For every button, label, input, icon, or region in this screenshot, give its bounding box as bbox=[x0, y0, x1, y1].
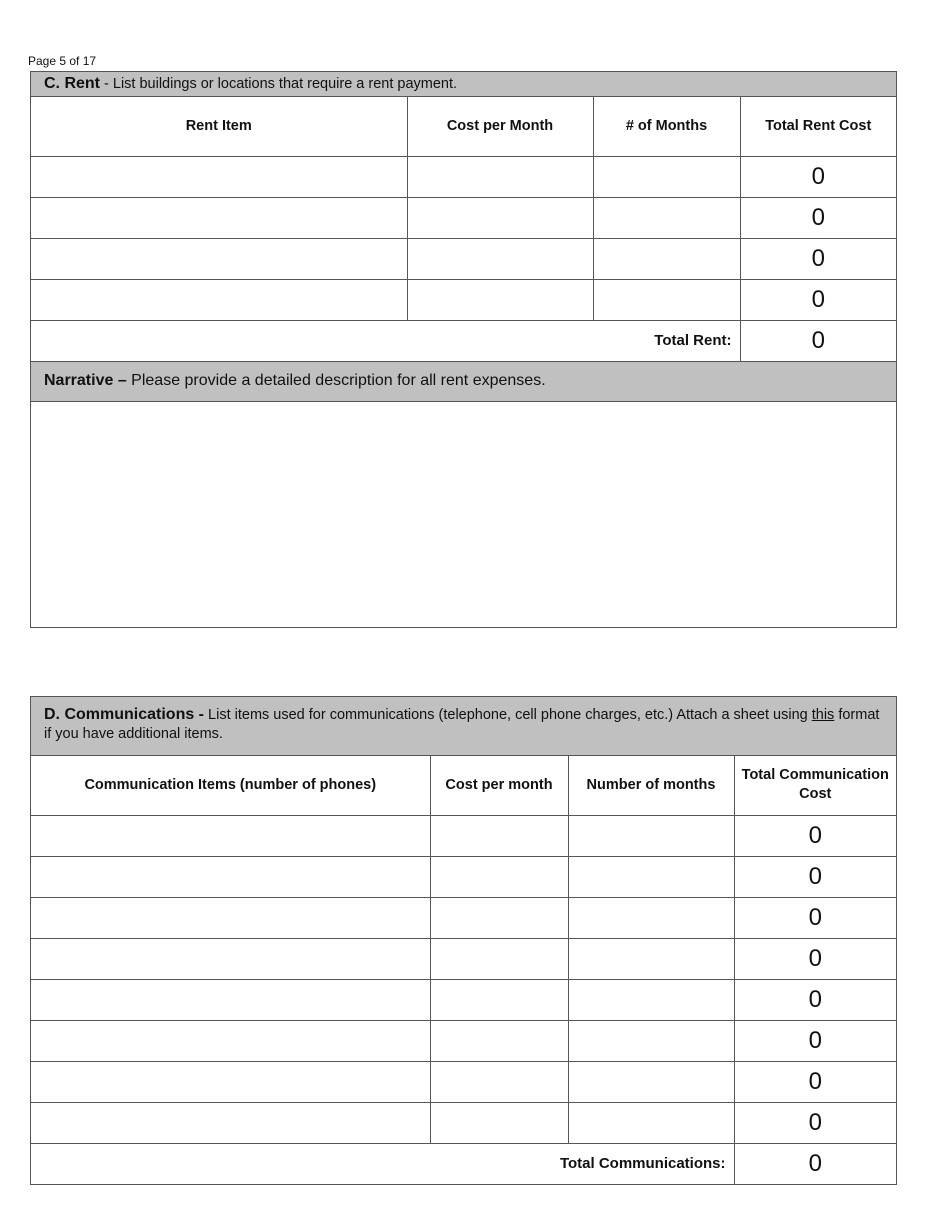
communications-this-link: this bbox=[811, 707, 835, 723]
rent-months-field[interactable] bbox=[593, 238, 740, 279]
comm-cost-field[interactable] bbox=[430, 897, 568, 938]
comm-item-field[interactable] bbox=[31, 938, 430, 979]
comm-months-field[interactable] bbox=[568, 856, 734, 897]
rent-col-cost: Cost per Month bbox=[407, 97, 593, 156]
rent-item-field[interactable] bbox=[31, 238, 407, 279]
comm-months-field[interactable] bbox=[568, 938, 734, 979]
narrative-title: Narrative – bbox=[44, 372, 127, 389]
comm-months-field[interactable] bbox=[568, 1020, 734, 1061]
rent-row bbox=[31, 279, 896, 320]
comm-months-field[interactable] bbox=[568, 979, 734, 1020]
rent-total-value: 0 bbox=[740, 279, 896, 320]
comm-row bbox=[31, 815, 896, 856]
rent-months-field[interactable] bbox=[593, 156, 740, 197]
rent-months-field[interactable] bbox=[593, 279, 740, 320]
rent-col-months: # of Months bbox=[593, 97, 740, 156]
comm-cost-field[interactable] bbox=[430, 1061, 568, 1102]
comm-col-total: Total Communication Cost bbox=[734, 756, 896, 815]
rent-section bbox=[30, 71, 897, 628]
rent-total-value: 0 bbox=[740, 197, 896, 238]
comm-cost-field[interactable] bbox=[430, 938, 568, 979]
comm-cost-field[interactable] bbox=[430, 1020, 568, 1061]
comm-months-field[interactable] bbox=[568, 1061, 734, 1102]
comm-total-row bbox=[31, 1143, 896, 1184]
communications-table bbox=[31, 756, 896, 1184]
rent-total-value: 0 bbox=[740, 238, 896, 279]
communications-header bbox=[31, 697, 896, 756]
comm-item-field[interactable] bbox=[31, 1061, 430, 1102]
rent-header bbox=[31, 72, 896, 97]
comm-months-field[interactable] bbox=[568, 815, 734, 856]
rent-col-item: Rent Item bbox=[31, 97, 407, 156]
comm-item-field[interactable] bbox=[31, 1020, 430, 1061]
rent-row bbox=[31, 238, 896, 279]
comm-total-label: Total Communications: bbox=[31, 1143, 734, 1184]
comm-cost-field[interactable] bbox=[430, 856, 568, 897]
comm-total-value: 0 bbox=[734, 979, 896, 1020]
comm-total-value: 0 bbox=[734, 938, 896, 979]
rent-item-field[interactable] bbox=[31, 279, 407, 320]
page-number: Page 5 of 17 bbox=[28, 54, 97, 68]
communications-title: D. Communications - bbox=[44, 706, 205, 723]
comm-row bbox=[31, 1102, 896, 1143]
rent-row bbox=[31, 156, 896, 197]
comm-row bbox=[31, 938, 896, 979]
rent-col-total: Total Rent Cost bbox=[740, 97, 896, 156]
comm-cost-field[interactable] bbox=[430, 815, 568, 856]
rent-row bbox=[31, 197, 896, 238]
rent-total-sum: 0 bbox=[740, 320, 896, 361]
narrative-textbox[interactable] bbox=[31, 402, 896, 627]
comm-cost-field[interactable] bbox=[430, 1102, 568, 1143]
rent-cost-field[interactable] bbox=[407, 279, 593, 320]
rent-total-value: 0 bbox=[740, 156, 896, 197]
comm-item-field[interactable] bbox=[31, 979, 430, 1020]
comm-total-value: 0 bbox=[734, 856, 896, 897]
comm-row bbox=[31, 1020, 896, 1061]
narrative-description: Please provide a detailed description for all rent expenses. bbox=[126, 372, 546, 389]
rent-cost-field[interactable] bbox=[407, 156, 593, 197]
comm-row bbox=[31, 856, 896, 897]
comm-months-field[interactable] bbox=[568, 897, 734, 938]
narrative-header bbox=[31, 361, 896, 402]
comm-months-field[interactable] bbox=[568, 1102, 734, 1143]
comm-row bbox=[31, 897, 896, 938]
comm-total-value: 0 bbox=[734, 1061, 896, 1102]
rent-table bbox=[31, 97, 896, 361]
rent-item-field[interactable] bbox=[31, 197, 407, 238]
communications-section bbox=[30, 696, 897, 1185]
comm-total-value: 0 bbox=[734, 897, 896, 938]
communications-description: List items used for communications (telephone, cell phone charges, etc.) Attach a sheet using bbox=[204, 707, 812, 723]
comm-total-value: 0 bbox=[734, 1020, 896, 1061]
rent-months-field[interactable] bbox=[593, 197, 740, 238]
comm-cost-field[interactable] bbox=[430, 979, 568, 1020]
comm-col-item: Communication Items (number of phones) bbox=[31, 756, 430, 815]
comm-item-field[interactable] bbox=[31, 897, 430, 938]
comm-col-cost: Cost per month bbox=[430, 756, 568, 815]
rent-title: C. Rent bbox=[44, 75, 100, 92]
rent-total-row bbox=[31, 320, 896, 361]
comm-row bbox=[31, 979, 896, 1020]
rent-description: - List buildings or locations that require a rent payment. bbox=[100, 76, 458, 92]
comm-total-value: 0 bbox=[734, 815, 896, 856]
comm-item-field[interactable] bbox=[31, 815, 430, 856]
comm-row bbox=[31, 1061, 896, 1102]
rent-item-field[interactable] bbox=[31, 156, 407, 197]
rent-cost-field[interactable] bbox=[407, 238, 593, 279]
comm-total-sum: 0 bbox=[734, 1143, 896, 1184]
rent-total-label: Total Rent: bbox=[31, 320, 740, 361]
comm-col-months: Number of months bbox=[568, 756, 734, 815]
rent-cost-field[interactable] bbox=[407, 197, 593, 238]
comm-item-field[interactable] bbox=[31, 856, 430, 897]
communications-description-end: format if you have additional items. bbox=[44, 707, 880, 742]
comm-total-value: 0 bbox=[734, 1102, 896, 1143]
comm-item-field[interactable] bbox=[31, 1102, 430, 1143]
